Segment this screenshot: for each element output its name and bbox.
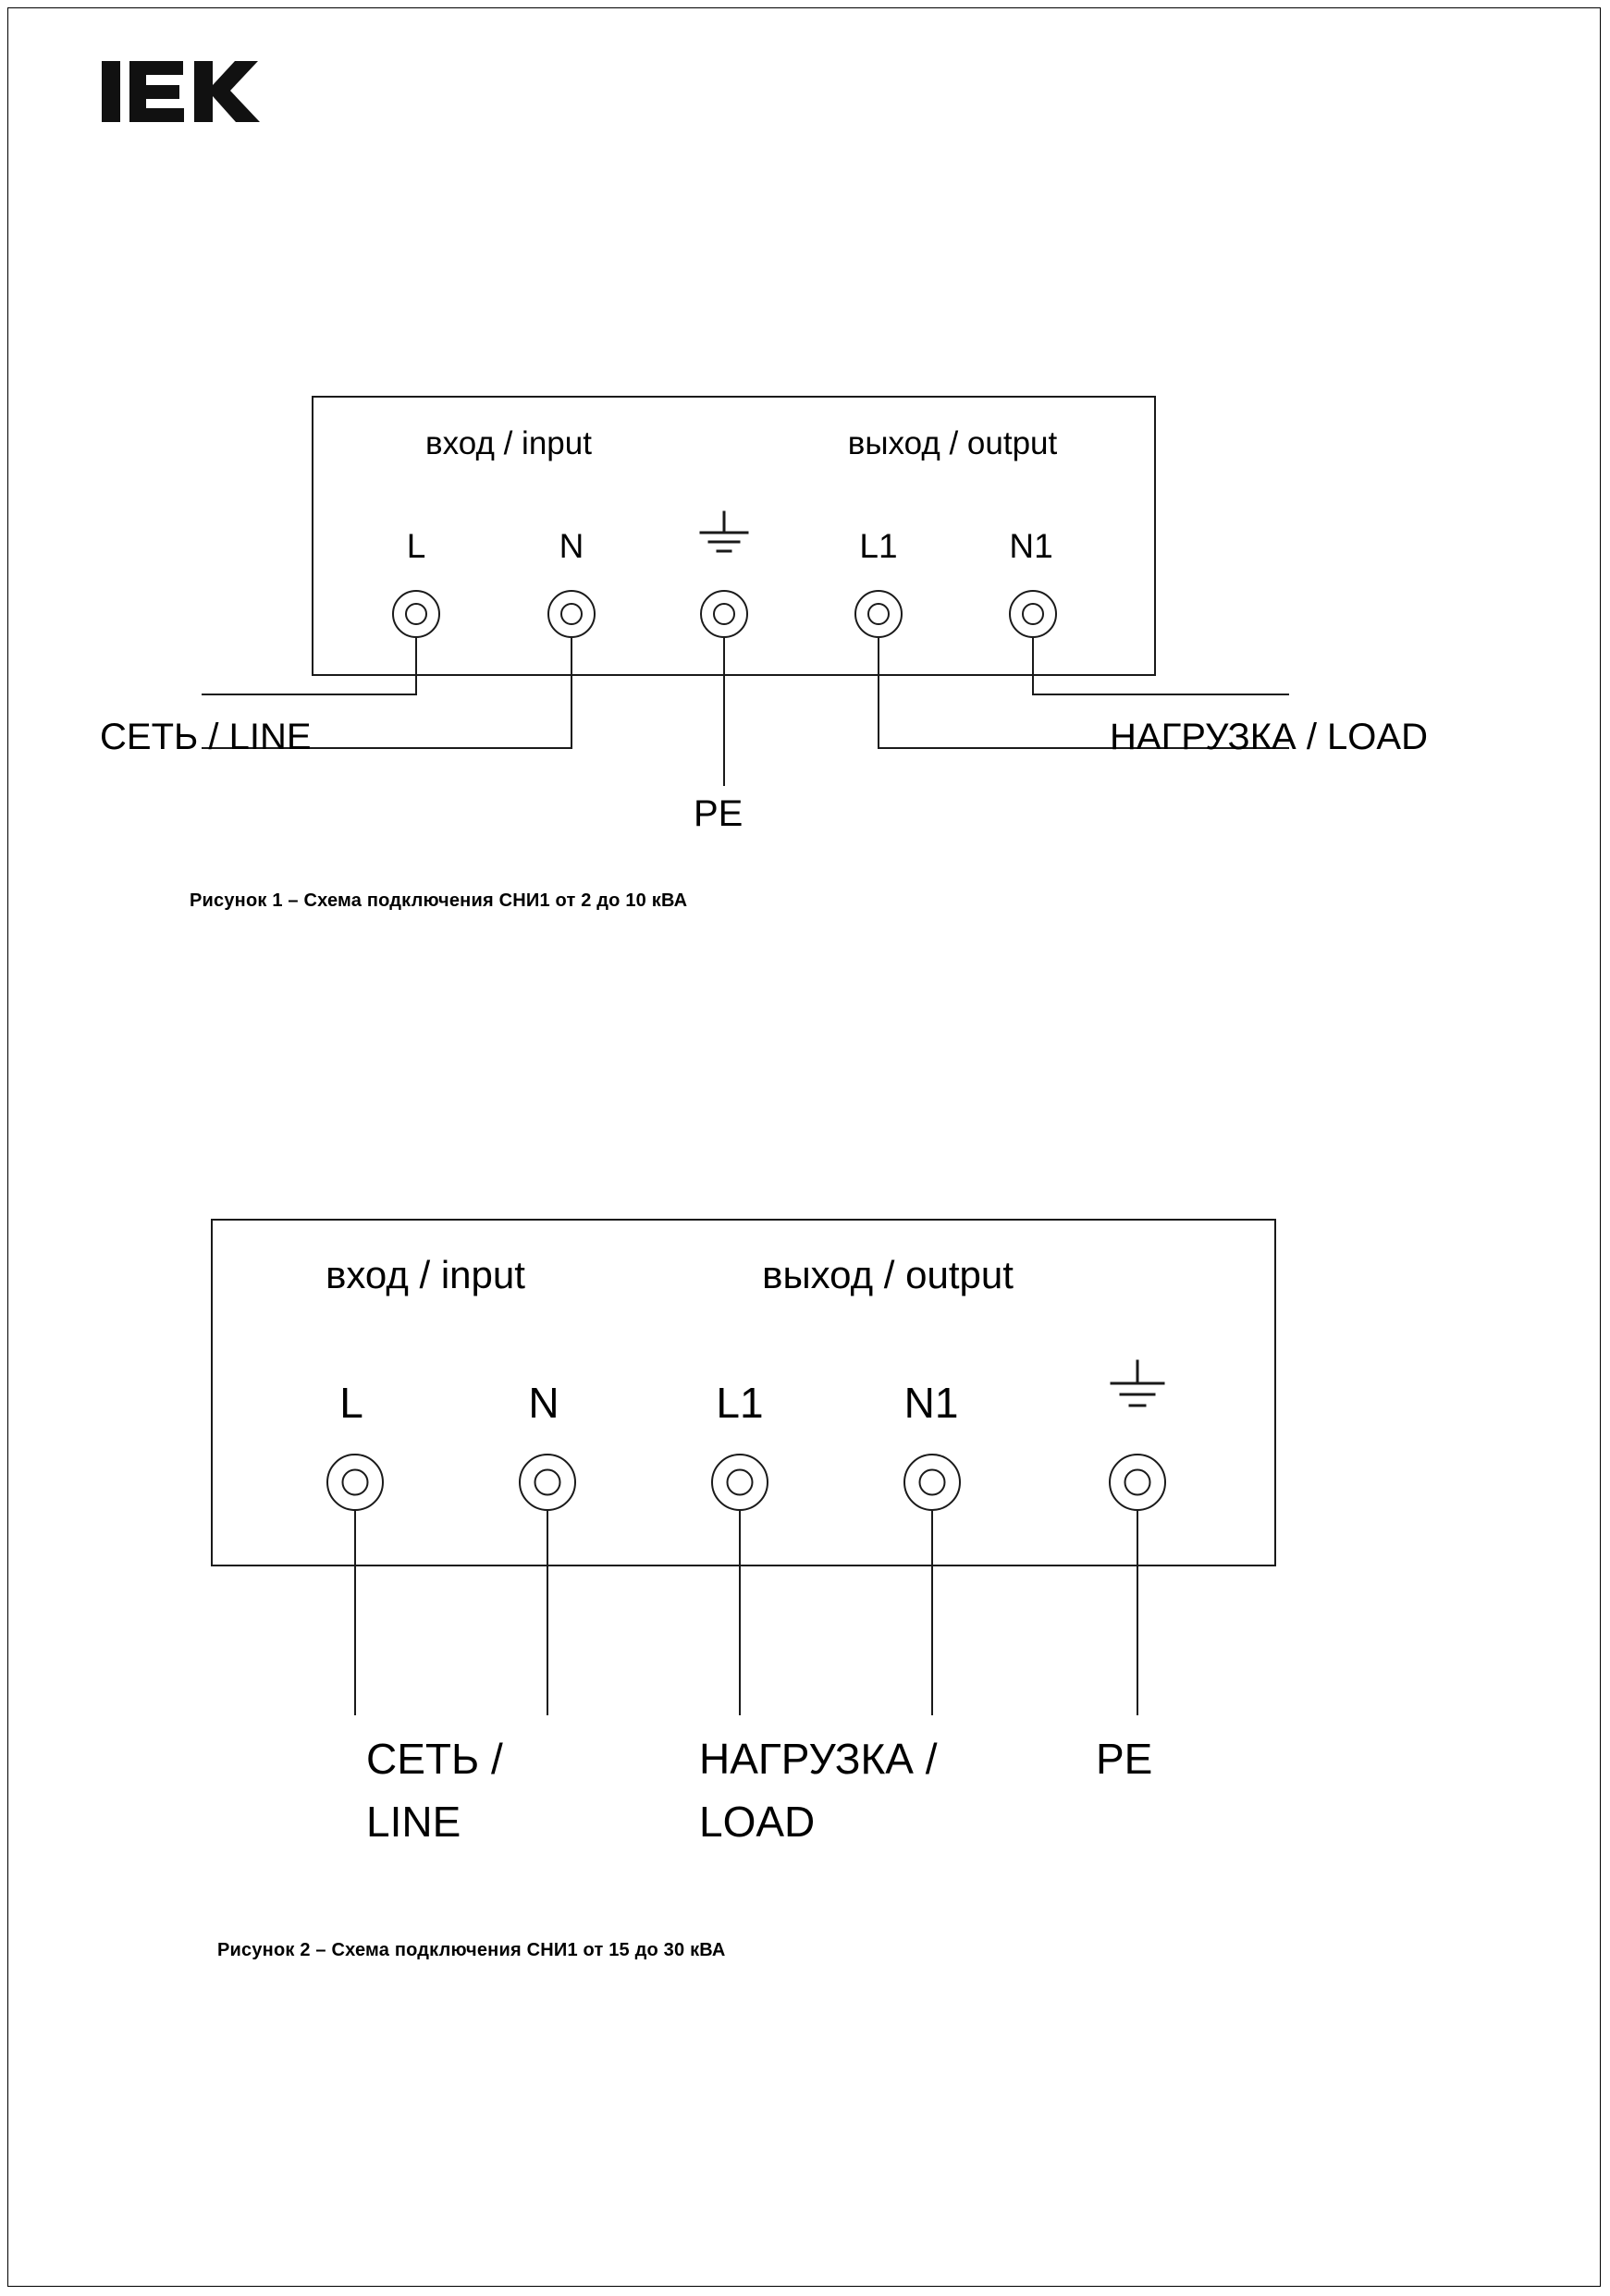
iek-logo (102, 57, 277, 131)
figure1-socket-l1[interactable] (854, 590, 903, 638)
figure1-wire-n-vertical (571, 638, 572, 749)
figure1-socket-n[interactable] (547, 590, 596, 638)
figure2-input-header: вход / input (326, 1253, 525, 1296)
figure1-caption: Рисунок 1 – Схема подключения СНИ1 от 2 до 10 кВА (190, 890, 688, 911)
figure2-socket-n[interactable] (519, 1454, 576, 1511)
figure2-label-l: L (339, 1379, 363, 1427)
figure2-label-n: N (528, 1379, 559, 1427)
figure1-load-label: НАГРУЗКА / LOAD (1110, 717, 1428, 757)
figure2-label-n1: N1 (903, 1379, 959, 1427)
figure2-wire-n (547, 1511, 548, 1715)
figure1-ground-symbol (684, 510, 764, 567)
figure1-wire-n1-vertical (1032, 638, 1034, 695)
figure2-socket-l[interactable] (326, 1454, 384, 1511)
figure1-wire-l-horizontal (202, 694, 417, 695)
figure1-label-l: L (406, 527, 426, 565)
figure1-label-l1: L1 (859, 527, 898, 565)
figure1-label-n1: N1 (1009, 527, 1053, 565)
figure2-wire-l1 (739, 1511, 741, 1715)
figure1-wire-l-vertical (415, 638, 417, 695)
figure1-output-header: выход / output (847, 425, 1058, 461)
figure2-load-label-line1: НАГРУЗКА / (699, 1735, 938, 1783)
figure2-socket-n1[interactable] (903, 1454, 961, 1511)
figure2-wire-l (354, 1511, 356, 1715)
figure2-caption: Рисунок 2 – Схема подключения СНИ1 от 15 до 30 кВА (217, 1940, 726, 1960)
figure2-line-label-line1: СЕТЬ / (366, 1735, 503, 1783)
figure2-load-label-line2: LOAD (699, 1798, 816, 1846)
figure1-wire-pe-vertical (723, 638, 725, 786)
figure2-output-header: выход / output (762, 1253, 1014, 1296)
figure2-socket-l1[interactable] (711, 1454, 768, 1511)
figure2-ground-symbol (1093, 1359, 1182, 1423)
figure1-socket-pe[interactable] (700, 590, 748, 638)
figure1-socket-n1[interactable] (1009, 590, 1057, 638)
figure2-line-label-line2: LINE (366, 1798, 461, 1846)
figure1-socket-l[interactable] (392, 590, 440, 638)
figure1-line-label: СЕТЬ / LINE (100, 717, 312, 757)
figure1-input-header: вход / input (425, 425, 592, 461)
figure2-wire-n1 (931, 1511, 933, 1715)
figure1-wire-l1-vertical (878, 638, 879, 749)
figure2-wire-pe (1137, 1511, 1138, 1715)
figure2-socket-pe[interactable] (1109, 1454, 1166, 1511)
figure1-wire-n1-horizontal (1032, 694, 1289, 695)
figure1-pe-label: PE (694, 793, 744, 834)
figure2-pe-label: PE (1096, 1735, 1153, 1783)
figure2-label-l1: L1 (716, 1379, 764, 1427)
figure1-label-n: N (559, 527, 584, 565)
